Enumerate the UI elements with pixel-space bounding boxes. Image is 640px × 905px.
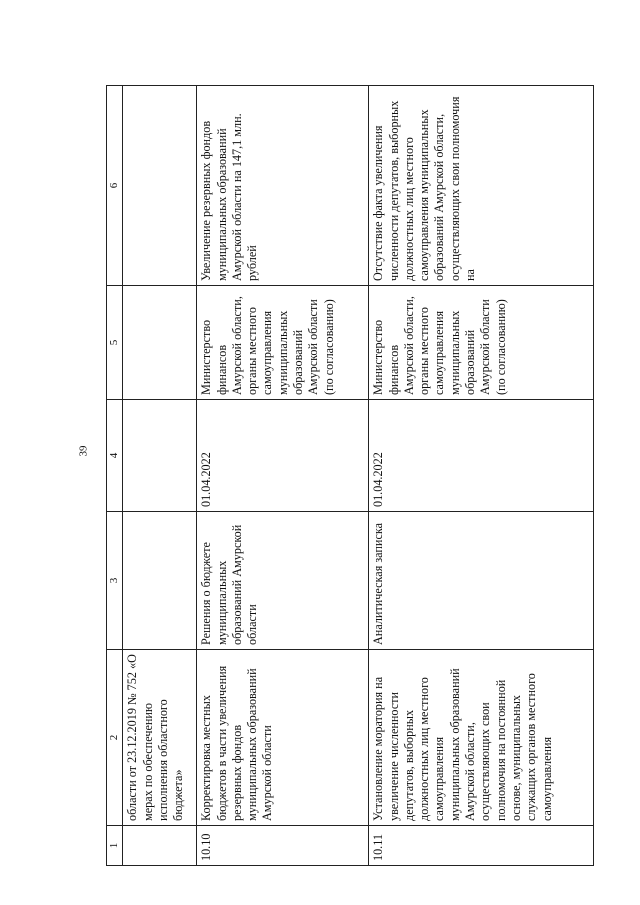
- row-number: 10.11: [369, 826, 594, 866]
- header-col-5: 5: [107, 286, 123, 400]
- date-cell: 01.04.2022: [197, 400, 369, 512]
- row-number: 10.10: [197, 826, 369, 866]
- table-row: [197, 86, 369, 866]
- document-cell: [123, 512, 197, 650]
- measures-table: [106, 85, 594, 866]
- executor-cell: [123, 286, 197, 400]
- header-col-4: 4: [107, 400, 123, 512]
- document-cell: Решения о бюджете муниципальных образований Амурской области: [197, 512, 369, 650]
- executor-cell: Министерство финансов Амурской области, органы местного самоуправления муниципальных образований Амурской области (по согласованию): [369, 286, 594, 400]
- row-number: [123, 826, 197, 866]
- measure-cell: области от 23.12.2019 № 752 «О мерах по обеспечению исполнения областного бюджета»: [123, 650, 197, 826]
- document-cell: Аналитическая записка: [369, 512, 594, 650]
- header-col-2: 2: [107, 650, 123, 826]
- header-col-1: 1: [107, 826, 123, 866]
- measure-cell: Корректировка местных бюджетов в части увеличения резервных фондов муниципальных образований Амурской области: [197, 650, 369, 826]
- rotated-table-container: [106, 86, 594, 866]
- measure-cell: Установление моратория на увеличение численности депутатов, выборных должностных лиц местного самоуправления муниципальных образований Амурской области, осуществляющих свои полномочия на постоянной основе, муниципальных служащих органов местного самоуправления: [369, 650, 594, 826]
- result-cell: Отсутствие факта увеличения численности депутатов, выборных должностных лиц местного самоуправления муниципальных образований Амурской области, осуществляющих свои полномочия на: [369, 86, 594, 286]
- table-row: [369, 86, 594, 866]
- executor-cell: Министерство финансов Амурской области, органы местного самоуправления муниципальных образований Амурской области (по согласованию): [197, 286, 369, 400]
- result-cell: [123, 86, 197, 286]
- date-cell: 01.04.2022: [369, 400, 594, 512]
- header-col-3: 3: [107, 512, 123, 650]
- table-row: [123, 86, 197, 866]
- header-row: [107, 86, 123, 866]
- result-cell: Увеличение резервных фондов муниципальных образований Амурской области на 147,1 млн. рублей: [197, 86, 369, 286]
- header-col-6: 6: [107, 86, 123, 286]
- date-cell: [123, 400, 197, 512]
- page-number: 39: [77, 445, 90, 457]
